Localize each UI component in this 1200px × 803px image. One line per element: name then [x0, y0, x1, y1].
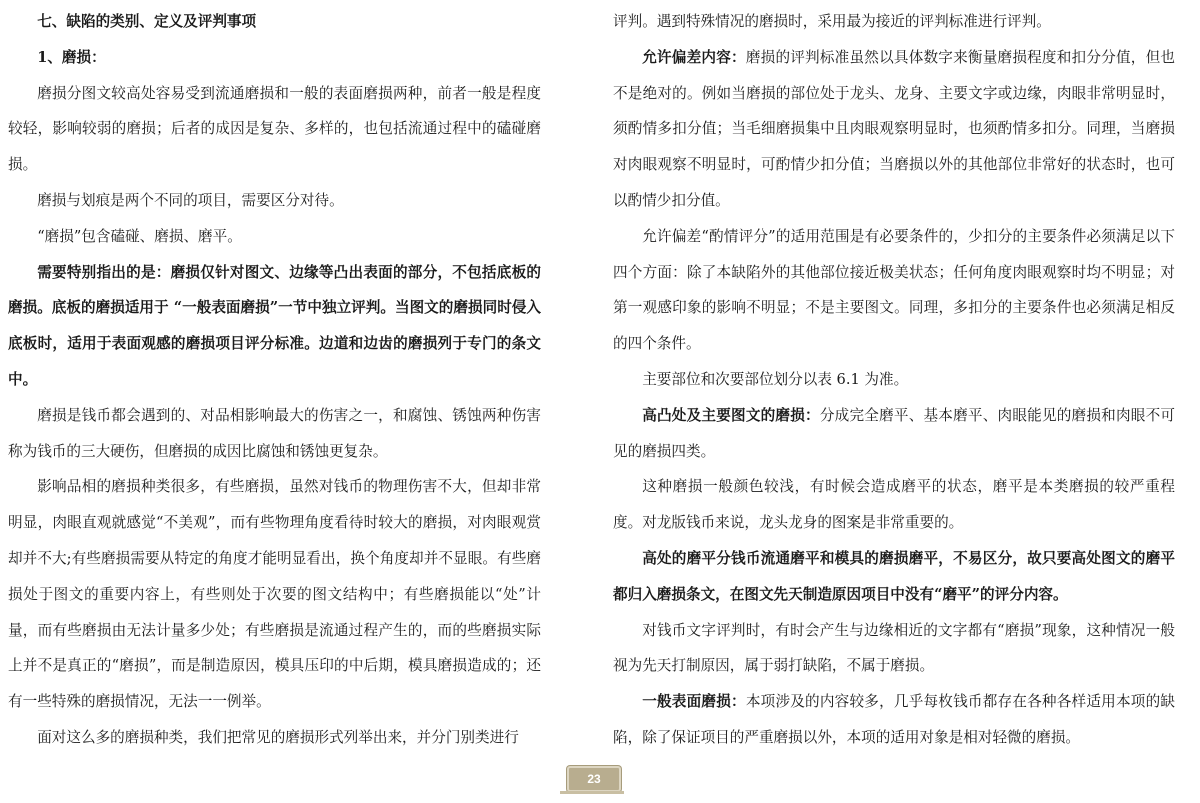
paragraph — [613, 684, 1175, 756]
paragraph-emphasis: 需要特别指出的是：磨损仅针对图文、边缘等凸出表面的部分，不包括底板的磨损。底板的磨损适用于 “一般表面磨损”一节中独立评判。当图文的磨损同时侵入底板时，适用于表面观感的磨损项目评分标准。边道和边齿的磨损列于专门的条文中。 — [8, 263, 541, 388]
paragraph: 磨损与划痕是两个不同的项目，需要区分对待。 — [37, 191, 344, 209]
paragraph: 磨损分图文较高处容易受到流通磨损和一般的表面磨损两种，前者一般是程度较轻，影响较弱的磨损；后者的成因是复杂、多样的，也包括流通过程中的磕碰磨损。 — [8, 84, 541, 174]
paragraph: 主要部位和次要部位划分以表 6.1 为准。 — [642, 370, 909, 388]
paragraph-emphasis: 高处的磨平分钱币流通磨平和模具的磨损磨平，不易区分，故只要高处图文的磨平都归入磨损条文，在图文先天制造原因项目中没有“磨平”的评分内容。 — [613, 549, 1175, 603]
right-column — [613, 4, 1175, 756]
paragraph: 对钱币文字评判时，有时会产生与边缘相近的文字都有“磨损”现象，这种情况一般视为先天打制原因，属于弱打缺陷，不属于磨损。 — [613, 621, 1175, 675]
section-title: 七、缺陷的类别、定义及评判事项 — [37, 13, 257, 30]
paragraph: 允许偏差“酌情评分”的适用范围是有必要条件的，少扣分的主要条件必须满足以下四个方面：除了本缺陷外的其他部位接近极美状态；任何角度肉眼观察时均不明显；对第一观感印象的影响不明显；不是主要图文。同理，多扣分的主要条件也必须满足相反的四个条件。 — [613, 227, 1175, 353]
footer-divider — [560, 791, 624, 794]
paragraph: 影响品相的磨损种类很多，有些磨损，虽然对钱币的物理伤害不大，但却非常明显，肉眼直观就感觉“不美观”，而有些物理角度看待时较大的磨损，对肉眼观赏却并不大;有些磨损需要从特定的角度才能明显看出，换个角度却并不显眼。有些磨损处于图文的重要内容上，有些则处于次要的图文结构中；有些磨损能以“处”计量，而有些磨损由无法计量多少处；有些磨损是流通过程产生的，而的些磨损实际上并不是真正的“磨损”，而是制造原因，模具压印的中后期，模具磨损造成的；还有一些特殊的磨损情况，无法一一例举。 — [8, 478, 541, 711]
paragraph-lead: 允许偏差内容： — [642, 48, 746, 66]
paragraph — [613, 398, 1175, 470]
paragraph-body: 分成完全磨平、基本磨平、肉眼能见的磨损和肉眼不可见的磨损四类。 — [613, 406, 1175, 460]
paragraph-lead: 高凸处及主要图文的磨损： — [642, 406, 820, 424]
paragraph: “磨损”包含磕碰、磨损、磨平。 — [37, 227, 242, 245]
paragraph: 评判。遇到特殊情况的磨损时，采用最为接近的评判标准进行评判。 — [613, 13, 1051, 30]
page-number-badge: 23 — [567, 766, 621, 792]
paragraph: 这种磨损一般颜色较浅，有时候会造成磨平的状态，磨平是本类磨损的较严重程度。对龙版钱币来说，龙头龙身的图案是非常重要的。 — [613, 478, 1175, 532]
paragraph: 磨损是钱币都会遇到的、对品相影响最大的伤害之一，和腐蚀、锈蚀两种伤害称为钱币的三大硬伤，但磨损的成因比腐蚀和锈蚀更复杂。 — [8, 406, 541, 460]
paragraph — [613, 40, 1175, 219]
left-column — [8, 4, 541, 756]
paragraph: 面对这么多的磨损种类，我们把常见的磨损形式列举出来，并分门别类进行 — [37, 728, 519, 746]
paragraph-body: 磨损的评判标准虽然以具体数字来衡量磨损程度和扣分分值，但也不是绝对的。例如当磨损的部位处于龙头、龙身、主要文字或边缘，肉眼非常明显时，须酌情多扣分值；当毛细磨损集中且肉眼观察明显时，也须酌情多扣分。同理，当磨损对肉眼观察不明显时，可酌情少扣分值；当磨损以外的其他部位非常好的状态时，也可以酌情少扣分值。 — [613, 48, 1175, 209]
paragraph-body: 本项涉及的内容较多，几乎每枚钱币都存在各种各样适用本项的缺陷，除了保证项目的严重磨损以外，本项的适用对象是相对轻微的磨损。 — [613, 693, 1175, 746]
paragraph-lead: 一般表面磨损： — [642, 693, 746, 711]
subsection-title: 1、磨损： — [37, 48, 106, 66]
